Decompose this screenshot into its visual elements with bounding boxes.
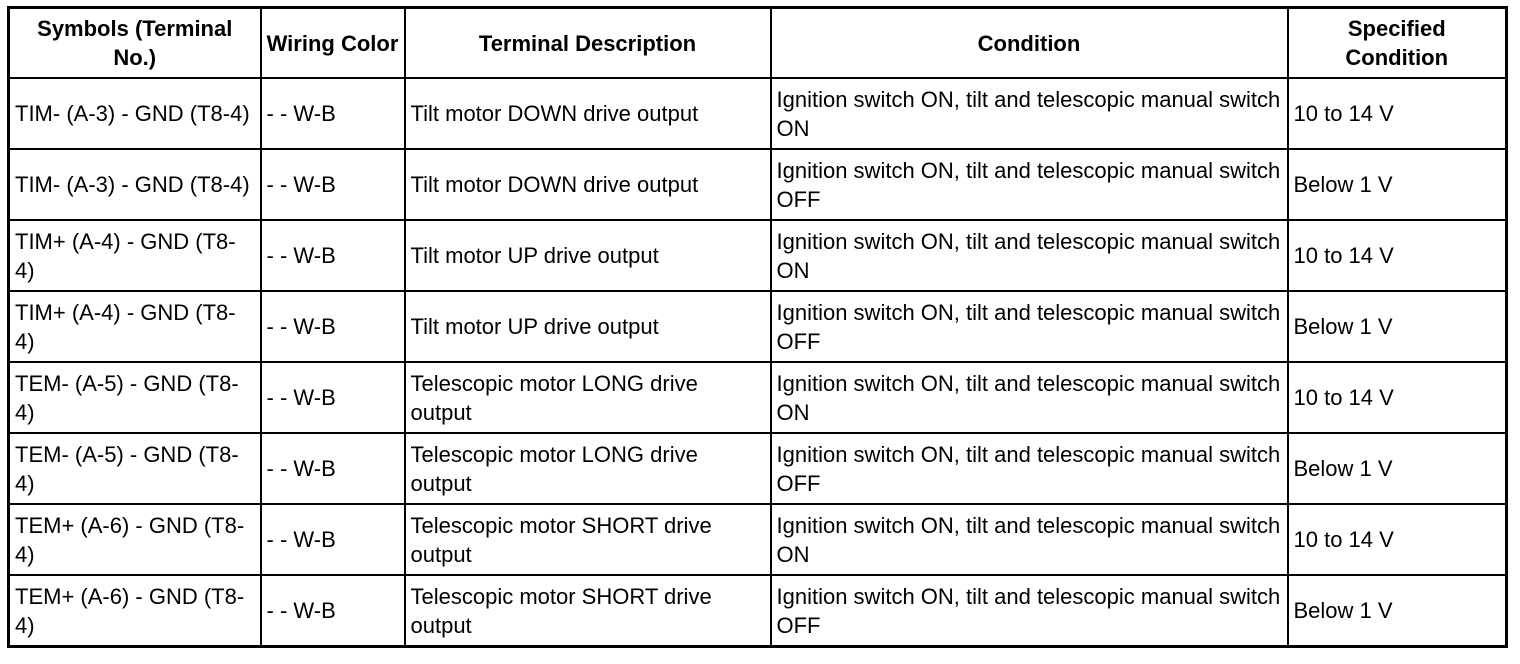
header-terminal-description: Terminal Description — [405, 8, 771, 79]
header-condition: Condition — [771, 8, 1288, 79]
terminal-spec-table-wrapper — [7, 6, 1505, 648]
cell-specified-condition: Below 1 V — [1288, 291, 1507, 362]
header-specified-condition: Specified Condition — [1288, 8, 1507, 79]
cell-specified-condition: 10 to 14 V — [1288, 78, 1507, 149]
cell-condition: Ignition switch ON, tilt and telescopic manual switch ON — [771, 362, 1288, 433]
table-row — [9, 575, 1507, 647]
cell-terminal-description: Telescopic motor LONG drive output — [405, 433, 771, 504]
table-row — [9, 78, 1507, 149]
cell-terminal-description: Tilt motor UP drive output — [405, 220, 771, 291]
cell-wiring-color: - - W-B — [261, 362, 405, 433]
cell-wiring-color: - - W-B — [261, 220, 405, 291]
table-row — [9, 362, 1507, 433]
cell-terminal-description: Telescopic motor SHORT drive output — [405, 504, 771, 575]
cell-symbols: TIM+ (A-4) - GND (T8-4) — [9, 291, 261, 362]
header-wiring-color: Wiring Color — [261, 8, 405, 79]
cell-terminal-description: Telescopic motor LONG drive output — [405, 362, 771, 433]
cell-specified-condition: Below 1 V — [1288, 433, 1507, 504]
cell-symbols: TEM+ (A-6) - GND (T8-4) — [9, 504, 261, 575]
cell-terminal-description: Tilt motor DOWN drive output — [405, 78, 771, 149]
cell-specified-condition: 10 to 14 V — [1288, 504, 1507, 575]
header-row — [9, 8, 1507, 79]
cell-symbols: TIM- (A-3) - GND (T8-4) — [9, 149, 261, 220]
cell-wiring-color: - - W-B — [261, 575, 405, 647]
cell-wiring-color: - - W-B — [261, 433, 405, 504]
cell-symbols: TEM- (A-5) - GND (T8-4) — [9, 362, 261, 433]
cell-wiring-color: - - W-B — [261, 78, 405, 149]
cell-condition: Ignition switch ON, tilt and telescopic manual switch OFF — [771, 149, 1288, 220]
cell-symbols: TEM+ (A-6) - GND (T8-4) — [9, 575, 261, 647]
terminal-spec-table — [7, 6, 1508, 648]
cell-condition: Ignition switch ON, tilt and telescopic manual switch ON — [771, 78, 1288, 149]
cell-symbols: TIM- (A-3) - GND (T8-4) — [9, 78, 261, 149]
cell-symbols: TEM- (A-5) - GND (T8-4) — [9, 433, 261, 504]
cell-specified-condition: 10 to 14 V — [1288, 220, 1507, 291]
cell-condition: Ignition switch ON, tilt and telescopic manual switch OFF — [771, 433, 1288, 504]
cell-condition: Ignition switch ON, tilt and telescopic manual switch OFF — [771, 575, 1288, 647]
cell-terminal-description: Telescopic motor SHORT drive output — [405, 575, 771, 647]
cell-condition: Ignition switch ON, tilt and telescopic manual switch ON — [771, 504, 1288, 575]
header-symbols: Symbols (Terminal No.) — [9, 8, 261, 79]
table-row — [9, 220, 1507, 291]
cell-condition: Ignition switch ON, tilt and telescopic manual switch OFF — [771, 291, 1288, 362]
cell-specified-condition: Below 1 V — [1288, 149, 1507, 220]
cell-wiring-color: - - W-B — [261, 504, 405, 575]
cell-condition: Ignition switch ON, tilt and telescopic manual switch ON — [771, 220, 1288, 291]
table-row — [9, 149, 1507, 220]
cell-specified-condition: Below 1 V — [1288, 575, 1507, 647]
cell-wiring-color: - - W-B — [261, 149, 405, 220]
cell-terminal-description: Tilt motor DOWN drive output — [405, 149, 771, 220]
table-row — [9, 433, 1507, 504]
table-row — [9, 291, 1507, 362]
cell-wiring-color: - - W-B — [261, 291, 405, 362]
cell-terminal-description: Tilt motor UP drive output — [405, 291, 771, 362]
cell-specified-condition: 10 to 14 V — [1288, 362, 1507, 433]
table-row — [9, 504, 1507, 575]
cell-symbols: TIM+ (A-4) - GND (T8-4) — [9, 220, 261, 291]
